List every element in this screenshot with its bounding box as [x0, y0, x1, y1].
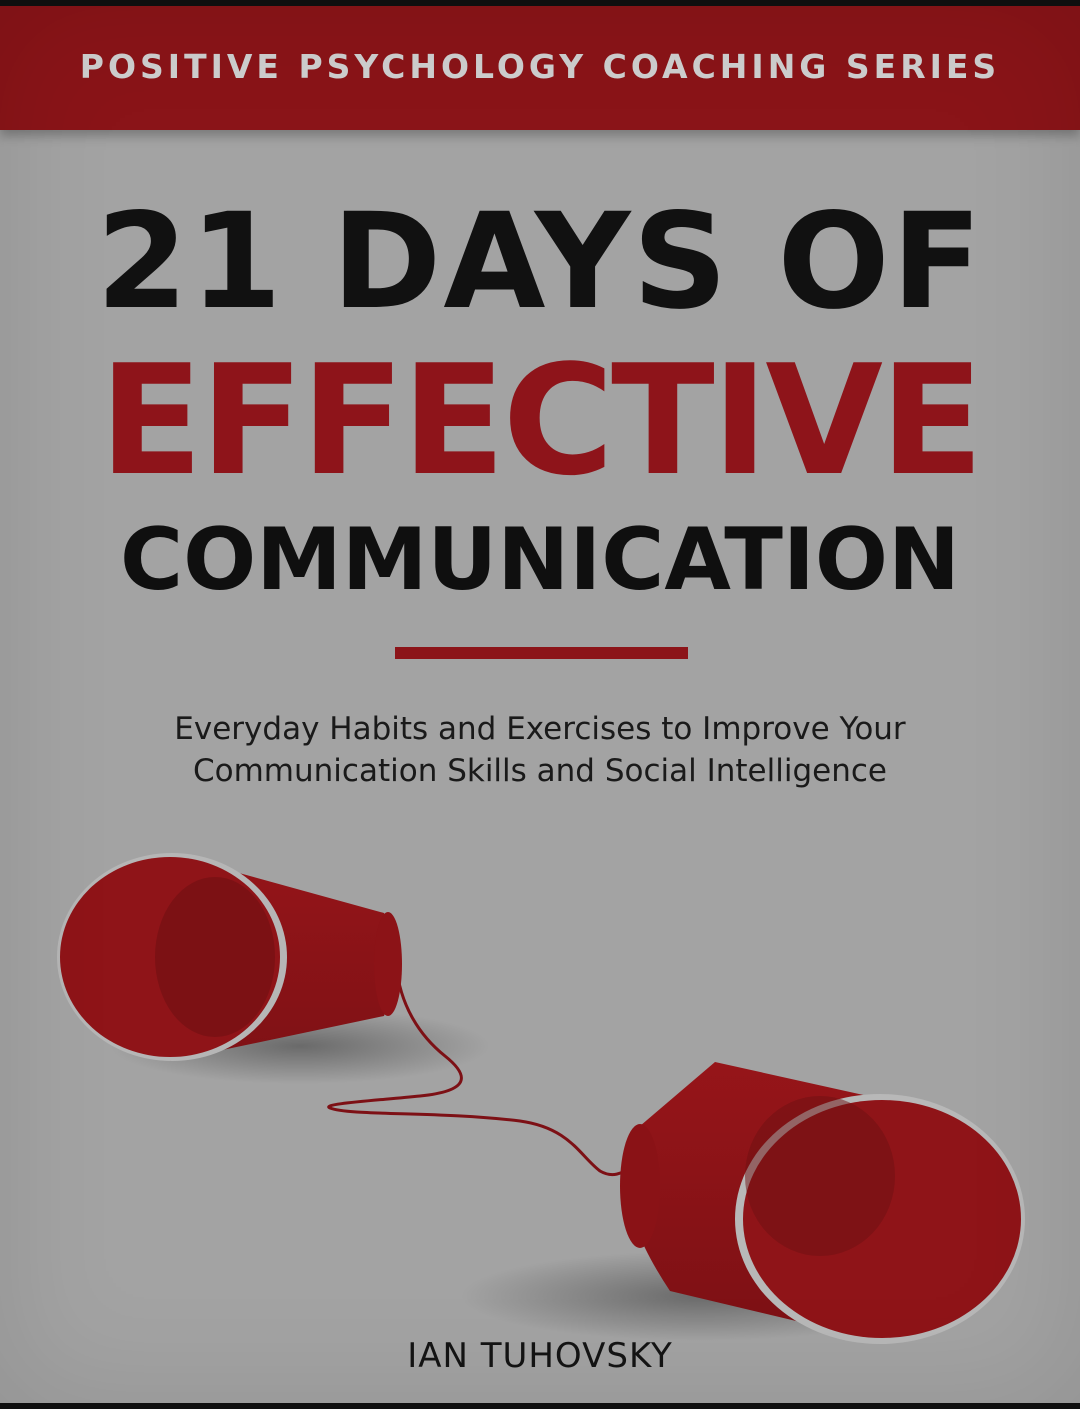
tin-can-telephone-icon	[0, 6, 1080, 1403]
subtitle-line-1: Everyday Habits and Exercises to Improve Your	[174, 711, 906, 747]
title-line-2: EFFECTIVE	[99, 332, 981, 509]
author-name: IAN TUHOVSKY	[407, 1336, 673, 1376]
subtitle-line-2: Communication Skills and Social Intelligence	[193, 753, 887, 789]
title-line-1: 21 DAYS OF	[96, 185, 984, 339]
series-title: POSITIVE PSYCHOLOGY COACHING SERIES	[79, 47, 1001, 86]
book-cover	[0, 6, 1080, 1403]
title-line-3: COMMUNICATION	[120, 510, 960, 610]
